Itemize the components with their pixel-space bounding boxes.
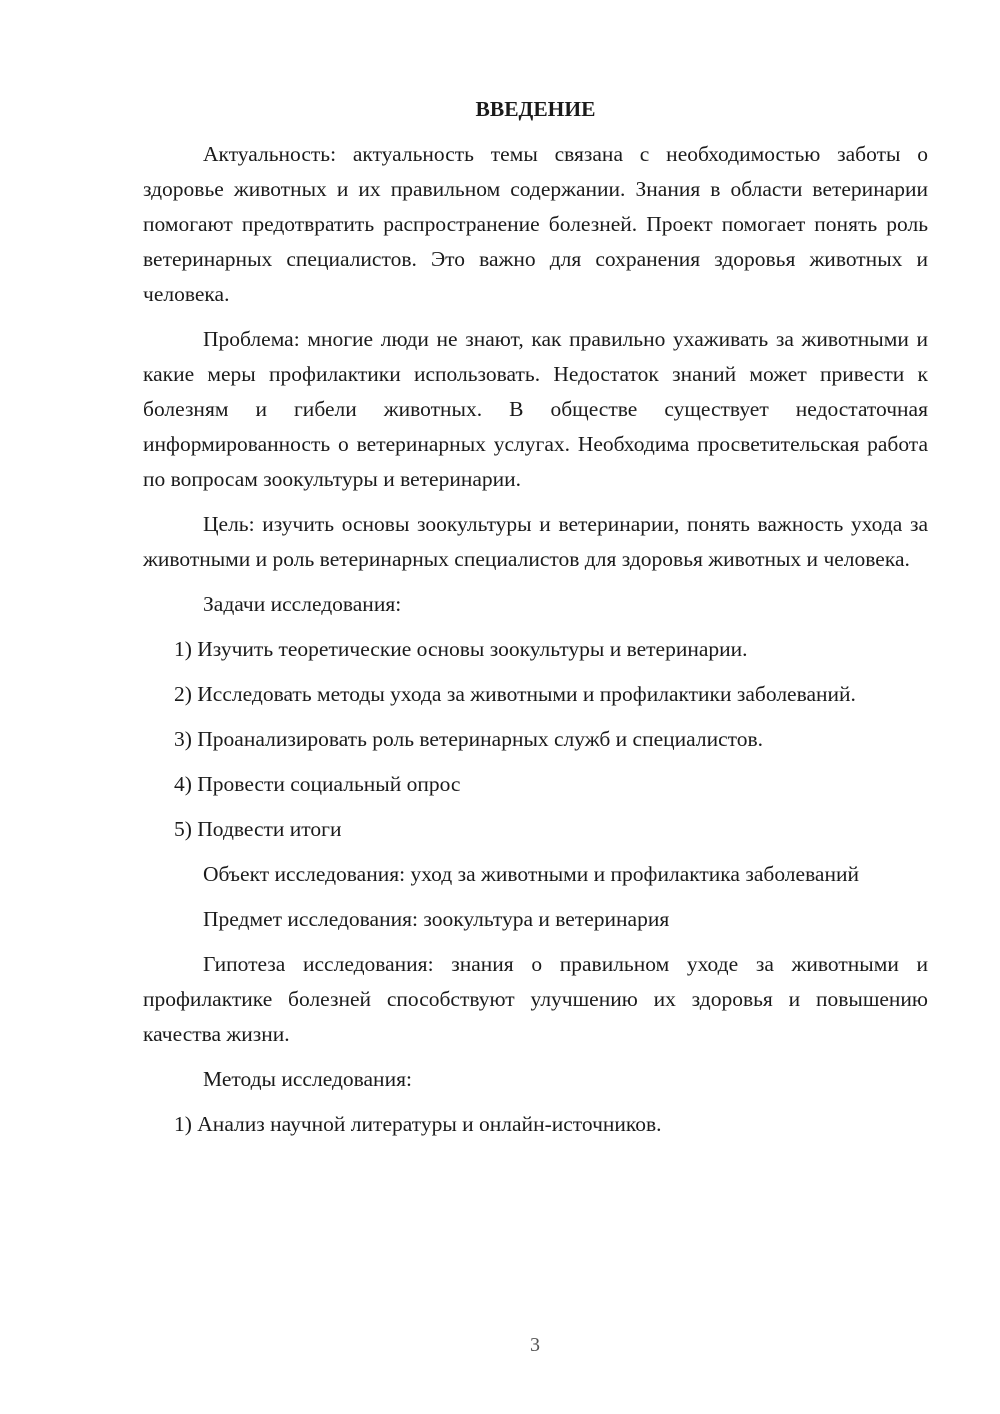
- paragraph-relevance: Актуальность: актуальность темы связана с необходимостью заботы о здоровье животных и их правильном содержании. Знания в области ветеринарии помогают предотвратить распространение болезней. Проект помогает понять роль ветеринарных специалистов. Это важно для сохранения здоровья животных и человека.: [143, 142, 928, 306]
- paragraph-goal: Цель: изучить основы зоокультуры и ветеринарии, понять важность ухода за животными и роль ветеринарных специалистов для здоровья животных и человека.: [143, 512, 928, 571]
- task-item-1: 1) Изучить теоретические основы зоокультуры и ветеринарии.: [174, 637, 748, 661]
- page-number: 3: [530, 1334, 540, 1356]
- method-item-1: 1) Анализ научной литературы и онлайн-источников.: [174, 1112, 662, 1136]
- task-item-2: 2) Исследовать методы ухода за животными и профилактики заболеваний.: [174, 682, 856, 706]
- methods-title: Методы исследования:: [203, 1067, 412, 1091]
- paragraph-problem: Проблема: многие люди не знают, как правильно ухаживать за животными и какие меры профилактики использовать. Недостаток знаний может привести к болезням и гибели животных. В обществе существует недостаточная информированность о ветеринарных услугах. Необходима просветительская работа по вопросам зоокультуры и ветеринарии.: [143, 327, 928, 491]
- task-item-5: 5) Подвести итоги: [174, 817, 342, 841]
- document-page: [143, 92, 928, 1152]
- task-item-4: 4) Провести социальный опрос: [174, 772, 461, 796]
- document-heading: ВВЕДЕНИЕ: [475, 97, 596, 121]
- tasks-title: Задачи исследования:: [203, 592, 402, 616]
- paragraph-hypothesis: Гипотеза исследования: знания о правильном уходе за животными и профилактике болезней способствуют улучшению их здоровья и повышению качества жизни.: [143, 952, 928, 1046]
- paragraph-object: Объект исследования: уход за животными и профилактика заболеваний: [203, 862, 859, 886]
- task-item-3: 3) Проанализировать роль ветеринарных служб и специалистов.: [174, 727, 764, 751]
- paragraph-subject: Предмет исследования: зоокультура и ветеринария: [203, 907, 670, 931]
